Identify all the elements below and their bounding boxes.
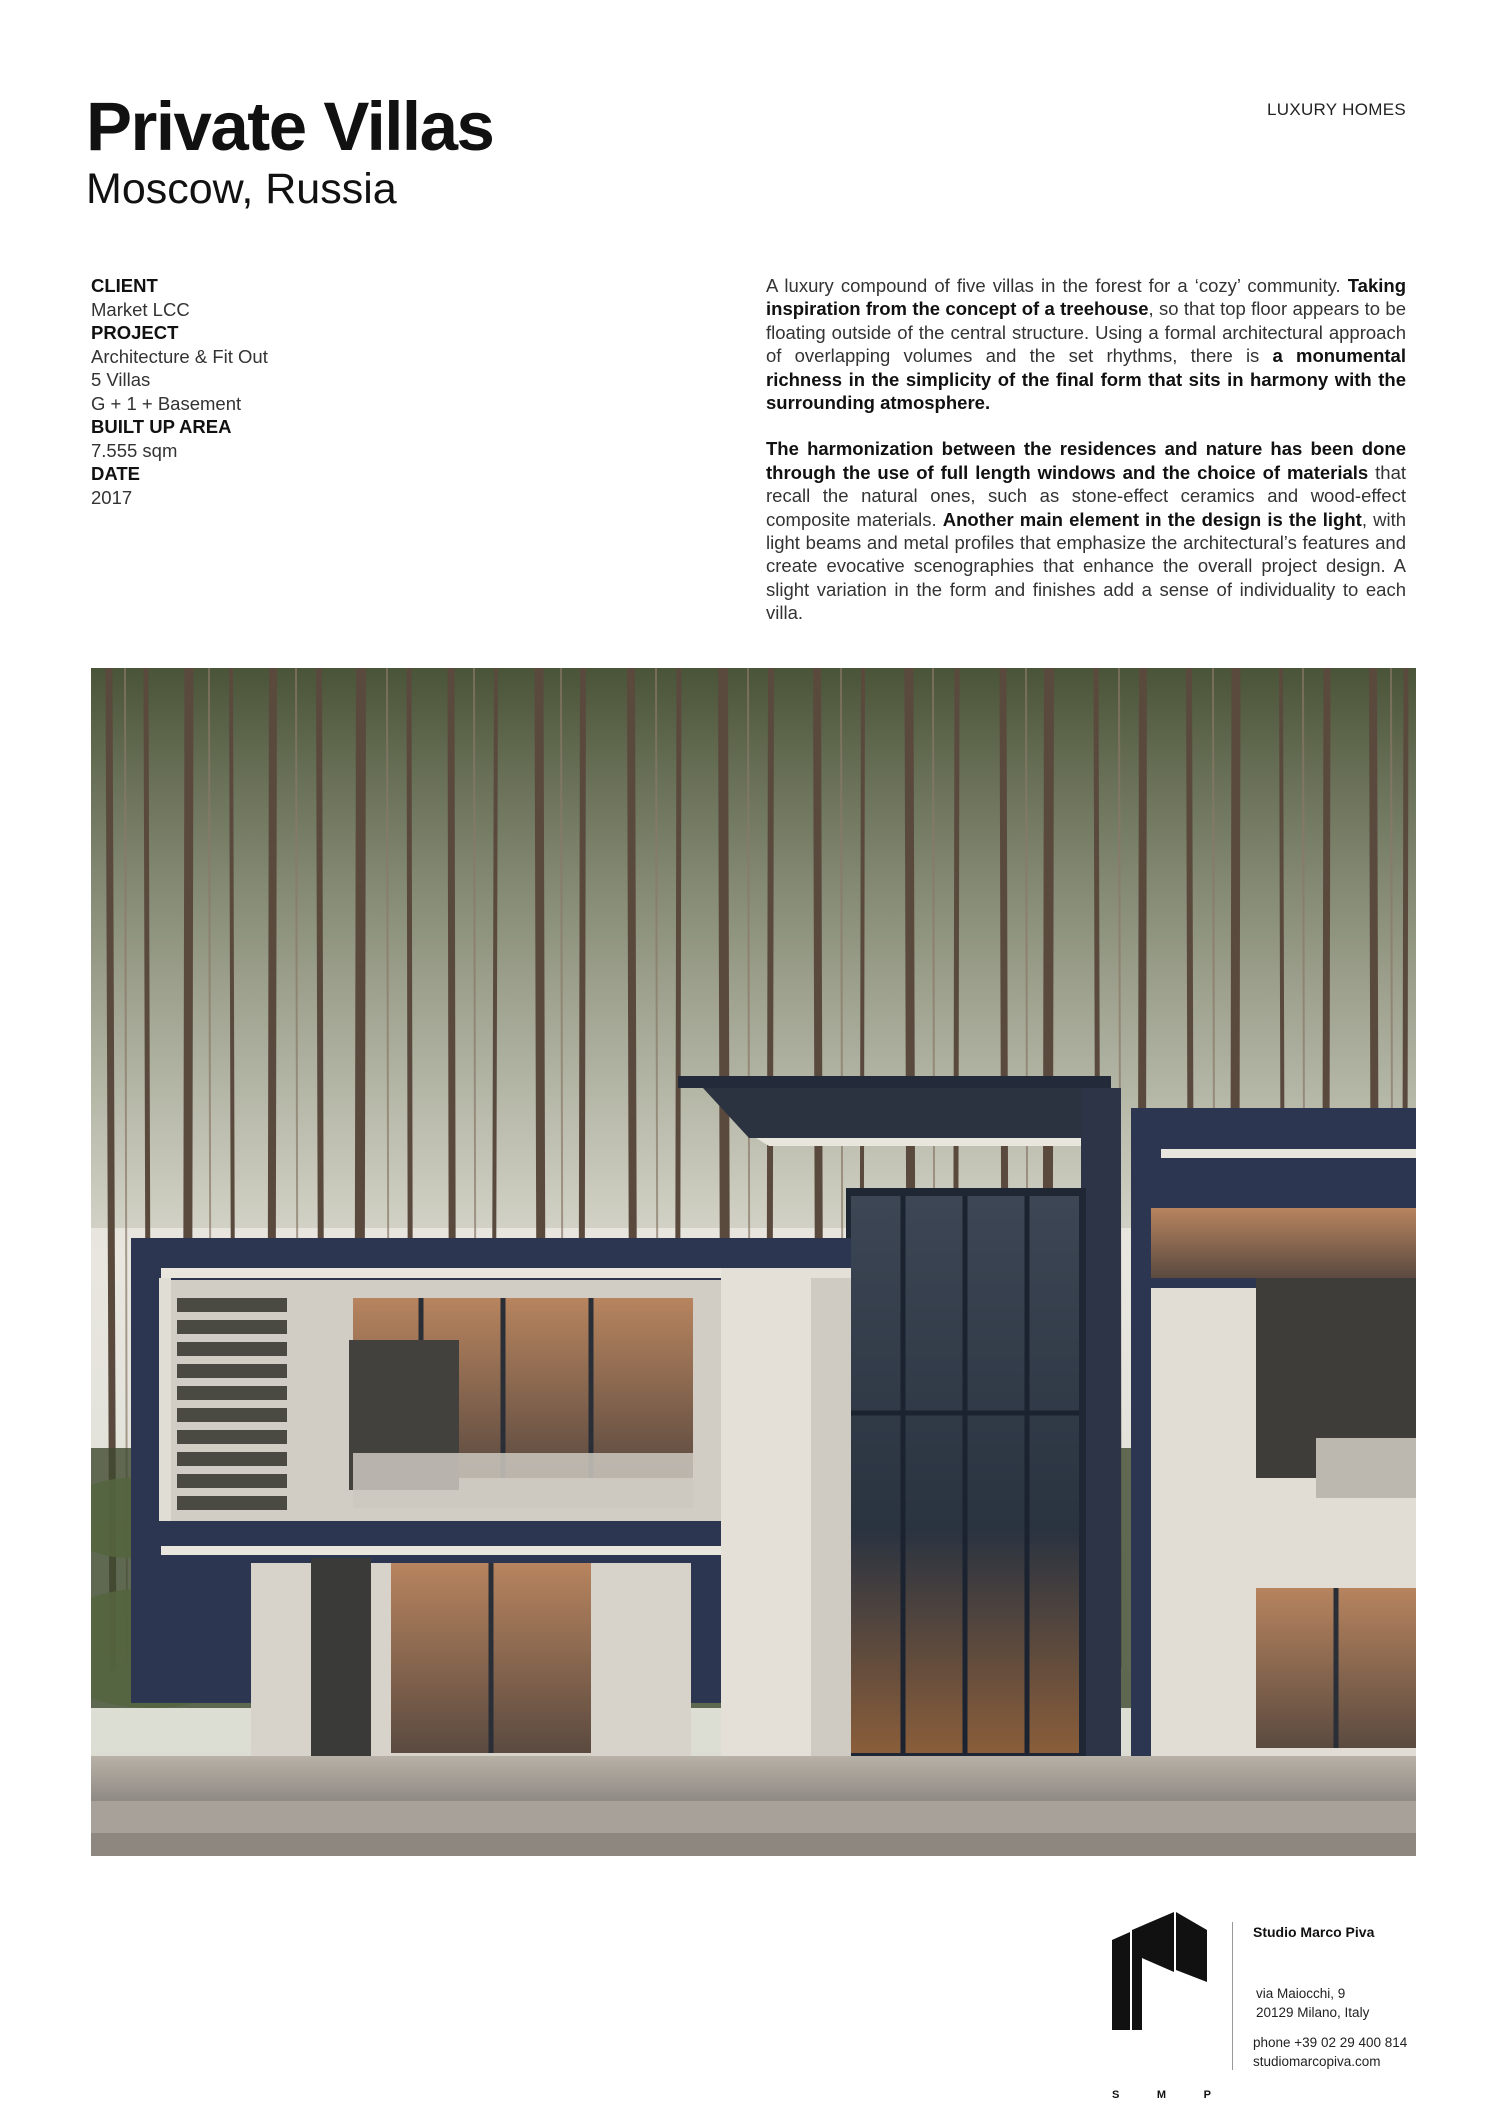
desc-text: , so that top floor appears to be floating outside of the central structure. Using a formal architectural approach of overlapping volumes and the set rhythms, there is	[766, 298, 1406, 367]
desc-emphasis: Another main element in the design is the light	[942, 508, 1362, 530]
studio-name: Studio Marco Piva	[1253, 1924, 1375, 1940]
logo-letter: S	[1112, 2089, 1121, 2101]
villa-render-image	[91, 668, 1416, 1856]
date-label: DATE	[91, 463, 140, 484]
description-paragraph-1	[766, 274, 1406, 414]
footer-divider	[1232, 1922, 1233, 2070]
desc-emphasis: a monumental richness in the simplicity of the final form that sits in harmony with the surrounding atmosphere.	[766, 345, 1406, 414]
desc-emphasis: The harmonization between the residences and nature has been done through the use of full length windows and the choice of materials	[766, 438, 1406, 483]
logo-letter: M	[1156, 2089, 1168, 2101]
category-label: LUXURY HOMES	[1266, 100, 1406, 119]
smp-logo-icon	[1112, 1912, 1207, 2030]
desc-text: that recall the natural ones, such as stone-effect ceramics and wood-effect composite materials.	[766, 461, 1406, 530]
logo-letters	[1112, 2089, 1212, 2101]
desc-text: , with light beams and metal profiles that emphasize the architectural’s features and create evocative scenographies that enhance the overall project design. A slight variation in the form and finishes add a sense of individuality to each villa.	[766, 508, 1406, 624]
location-subtitle: Moscow, Russia	[86, 165, 397, 213]
studio-contact	[1253, 2033, 1407, 2071]
project-label: PROJECT	[91, 322, 179, 343]
area-label: BUILT UP AREA	[91, 416, 232, 437]
phone-text: phone +39 02 29 400 814	[1253, 2035, 1408, 2050]
desc-text: A luxury compound of five villas in the forest for a ‘cozy’ community.	[766, 275, 1348, 296]
project-line: G + 1 + Basement	[91, 392, 242, 414]
client-label: CLIENT	[91, 275, 158, 296]
client-value: Market LCC	[91, 298, 190, 320]
logo-letter: P	[1203, 2089, 1212, 2101]
villa-render-illustration	[91, 668, 1416, 1856]
studio-address	[1256, 1984, 1369, 2022]
page-title: Private Villas	[86, 88, 494, 165]
address-city: 20129 Milano, Italy	[1256, 2005, 1370, 2020]
desc-emphasis: Taking inspiration from the concept of a treehouse	[766, 275, 1406, 320]
project-line: 5 Villas	[91, 369, 151, 390]
date-value: 2017	[91, 486, 133, 508]
address-street: via Maiocchi, 9	[1256, 1986, 1346, 2001]
project-description	[766, 274, 1406, 625]
project-specs	[91, 274, 491, 509]
area-value: 7.555 sqm	[91, 439, 178, 461]
description-paragraph-2	[766, 437, 1406, 624]
project-line: Architecture & Fit Out	[91, 345, 268, 367]
website-link[interactable]: studiomarcopiva.com	[1253, 2054, 1381, 2069]
